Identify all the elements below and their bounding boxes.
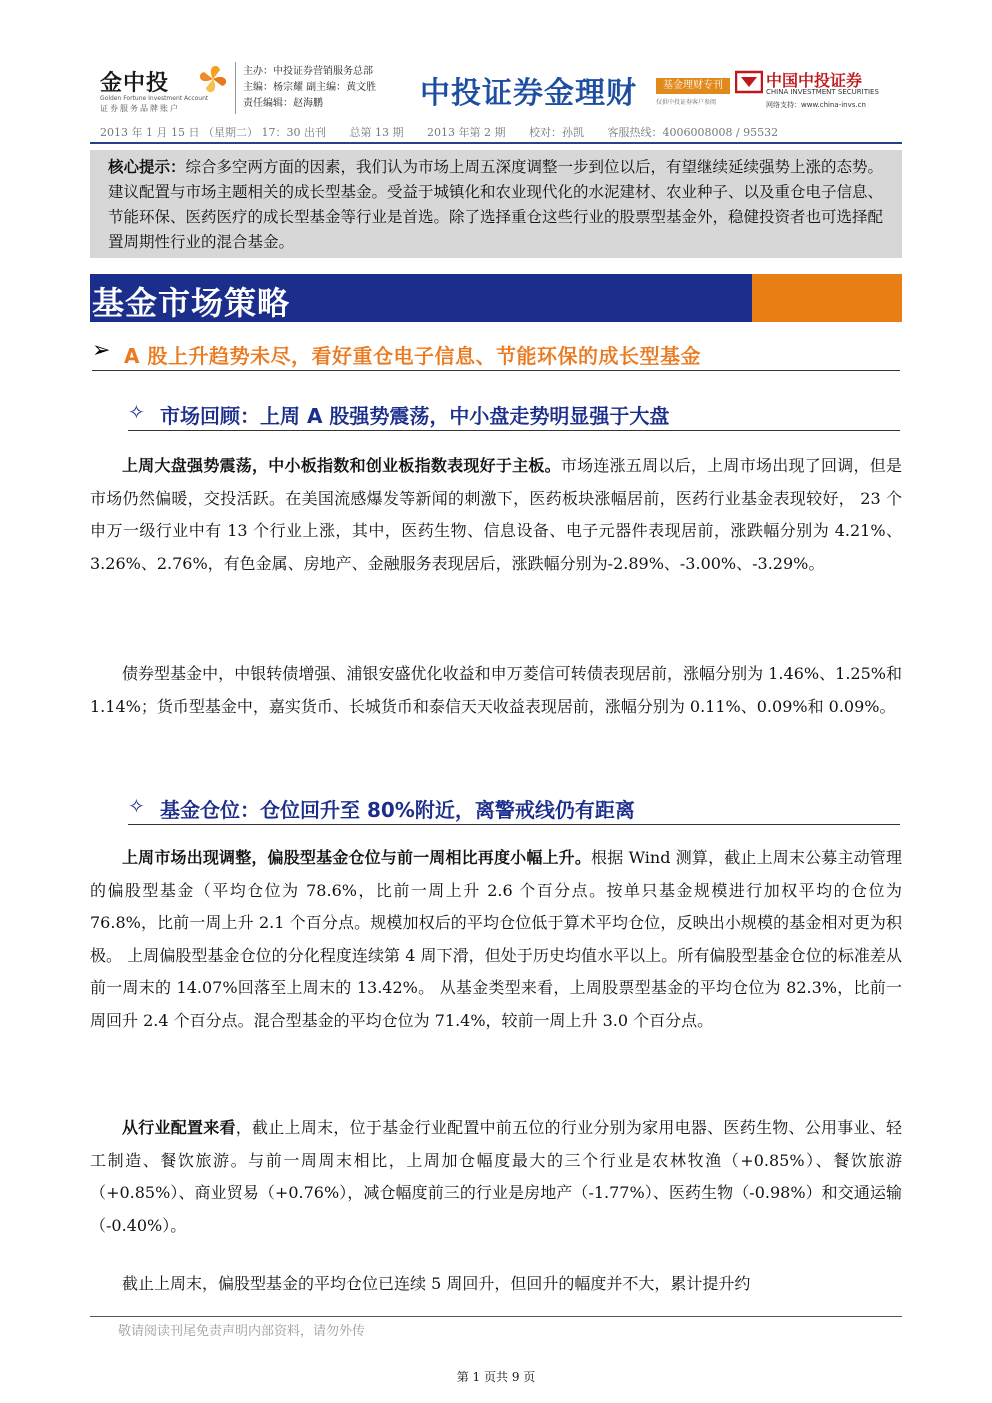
paragraph-body: ，截止上周末，位于基金行业配置中前五位的行业分别为家用电器、医药生物、公用事业、轻工制造、餐饮旅游。与前一周周末相比，上周加仓幅度最大的三个行业是农林牧渔（+0.85%）、餐饮旅游（+0.85%）、商业贸易（+0.76%），减仓幅度前三的行业是房地产（-1.77%）、医药生物（-0.98%）和交通运输（-0.40%）。 xyxy=(90,1118,902,1235)
key-tip-text: 综合多空两方面的因素，我们认为市场上周五深度调整一步到位以后，有望继续延续强势上涨的态势。建议配置与市场主题相关的成长型基金。受益于城镇化和农业现代化的水泥建材、农业种子、以及重仓电子信息、节能环保、医药医疗的成长型基金等行业是首选。除了选择重仓这些行业的股票型基金外，稳健投资者也可选择配置周期性行业的混合基金。 xyxy=(108,158,884,251)
golden-fortune-logo xyxy=(100,62,230,114)
paragraph-market-review xyxy=(90,450,902,580)
issue-hotline: 客服热线：4006008008 / 95532 xyxy=(607,126,779,139)
fund-position-heading xyxy=(128,792,900,825)
publication-title: 中投证券金理财 xyxy=(420,76,637,111)
paragraph-body: 根据 Wind 测算，截止上周末公募主动管理的偏股型基金（平均仓位为 78.6%，比前一周上升 2.6 个百分点。按单只基金规模进行加权平均的仓位为 76.8%，比前一周上升 2.1 个百分点。规模加权后的平均仓位低于算术平均仓位，反映出小规模的基金相对更为积极。 上周偏股型基金仓位的分化程度连续第 4 周下滑，但处于历史均值水平以上。所有偏股型基金仓位的标准差从前一周末的 14.07%回落至上周末的 13.42%。 从基金类型来看，上周股票型基金的平均仓位为 82.3%，比前一周回升 2.4 个百分点。混合型基金的平均仓位为 71.4%，较前一周上升 3.0 个百分点。 xyxy=(90,848,902,1030)
strategy-heading-text: A 股上升趋势未尽，看好重仓电子信息、节能环保的成长型基金 xyxy=(124,344,701,368)
key-tip-box xyxy=(90,150,902,258)
section-banner xyxy=(90,274,902,322)
paragraph-body: 债券型基金中，中银转债增强、浦银安盛优化收益和申万菱信可转债表现居前，涨幅分别为 1.46%、1.25%和 1.14%；货币型基金中，嘉实货币、长城货币和泰信天天收益表现居前，涨幅分别为 0.11%、0.09%和 0.09%。 xyxy=(90,664,902,716)
key-tip-label: 核心提示： xyxy=(108,157,186,176)
credits xyxy=(243,64,376,112)
broker-english: CHINA INVESTMENT SECURITIES xyxy=(766,88,879,96)
issue-date: 2013 年 1 月 15 日 （星期二） 17：30 出刊 xyxy=(100,126,326,139)
market-review-heading xyxy=(128,398,900,431)
cis-logo-icon xyxy=(735,70,763,94)
sparkle-bullet-icon: ✧ xyxy=(128,794,145,818)
broker-name: 中国中投证券 xyxy=(766,71,863,90)
special-issue-tag: 基金理财专刊 xyxy=(656,78,730,94)
paragraph-bond-funds xyxy=(90,658,902,723)
paragraph-fund-position xyxy=(90,842,902,1037)
fund-position-heading-text: 基金仓位：仓位回升至 80%附近，离警戒线仍有距离 xyxy=(160,798,635,822)
special-issue-subtext: 仅供中投证券客户参阅 xyxy=(656,99,717,106)
sparkle-bullet-icon: ✧ xyxy=(128,400,145,424)
credit-duty-editor: 责任编辑：赵海鹏 xyxy=(243,98,323,109)
page-number: 第 1 页共 9 页 xyxy=(456,1370,536,1384)
header-rule xyxy=(90,142,902,144)
issue-total: 总第 13 期 xyxy=(349,126,404,139)
paragraph-body: 截止上周末，偏股型基金的平均仓位已连续 5 周回升，但回升的幅度并不大，累计提升约 xyxy=(122,1274,751,1293)
footer-rule xyxy=(90,1316,902,1317)
issue-proof: 校对：孙凯 xyxy=(528,126,584,139)
petal-logo-icon xyxy=(196,62,230,96)
credit-host: 主办：中投证券营销服务总部 xyxy=(243,66,373,77)
section-title: 基金市场策略 xyxy=(92,284,291,322)
strategy-heading xyxy=(92,336,900,371)
logo-tagline: 证券服务品牌账户 xyxy=(100,104,180,113)
banner-accent xyxy=(752,274,902,322)
paragraph-lead: 上周大盘强势震荡，中小板指数和创业板指数表现好于主板。 xyxy=(122,456,561,475)
masthead-divider xyxy=(235,62,236,114)
footer-disclaimer: 敬请阅读刊尾免责声明内部资料，请勿外传 xyxy=(118,1324,366,1339)
broker-website: 网络支持：www.china-invs.cn xyxy=(766,101,866,109)
paragraph-lead: 上周市场出现调整，偏股型基金仓位与前一周相比再度小幅上升。 xyxy=(122,848,592,867)
issue-info xyxy=(100,124,900,140)
issue-year: 2013 年第 2 期 xyxy=(426,126,506,139)
paragraph-body: 市场连涨五周以后，上周市场出现了回调，但是市场仍然偏暖，交投活跃。在美国流感爆发等新闻的刺激下，医药板块涨幅居前，医药行业基金表现较好， 23 个申万一级行业中有 13 个行业上涨，其中，医药生物、信息设备、电子元器件表现居前，涨跌幅分别为 4.21%、3.26%、2.76%，有色金属、房地产、金融服务表现居后，涨跌幅分别为-2.89%、-3.00%、-3.29%。 xyxy=(90,456,902,573)
paragraph-lead: 从行业配置来看 xyxy=(122,1118,236,1137)
paragraph-position-trend xyxy=(90,1268,902,1302)
paragraph-industry-allocation xyxy=(90,1112,902,1242)
market-review-heading-text: 市场回顾：上周 A 股强势震荡，中小盘走势明显强于大盘 xyxy=(160,404,670,428)
logo-name: 金中投 xyxy=(100,71,170,96)
credit-editors: 主编：杨宗耀 副主编：黄文胜 xyxy=(243,82,377,93)
logo-english: Golden Fortune Investment Account xyxy=(100,95,209,102)
masthead xyxy=(90,60,902,122)
arrow-bullet-icon: ➢ xyxy=(92,338,111,363)
